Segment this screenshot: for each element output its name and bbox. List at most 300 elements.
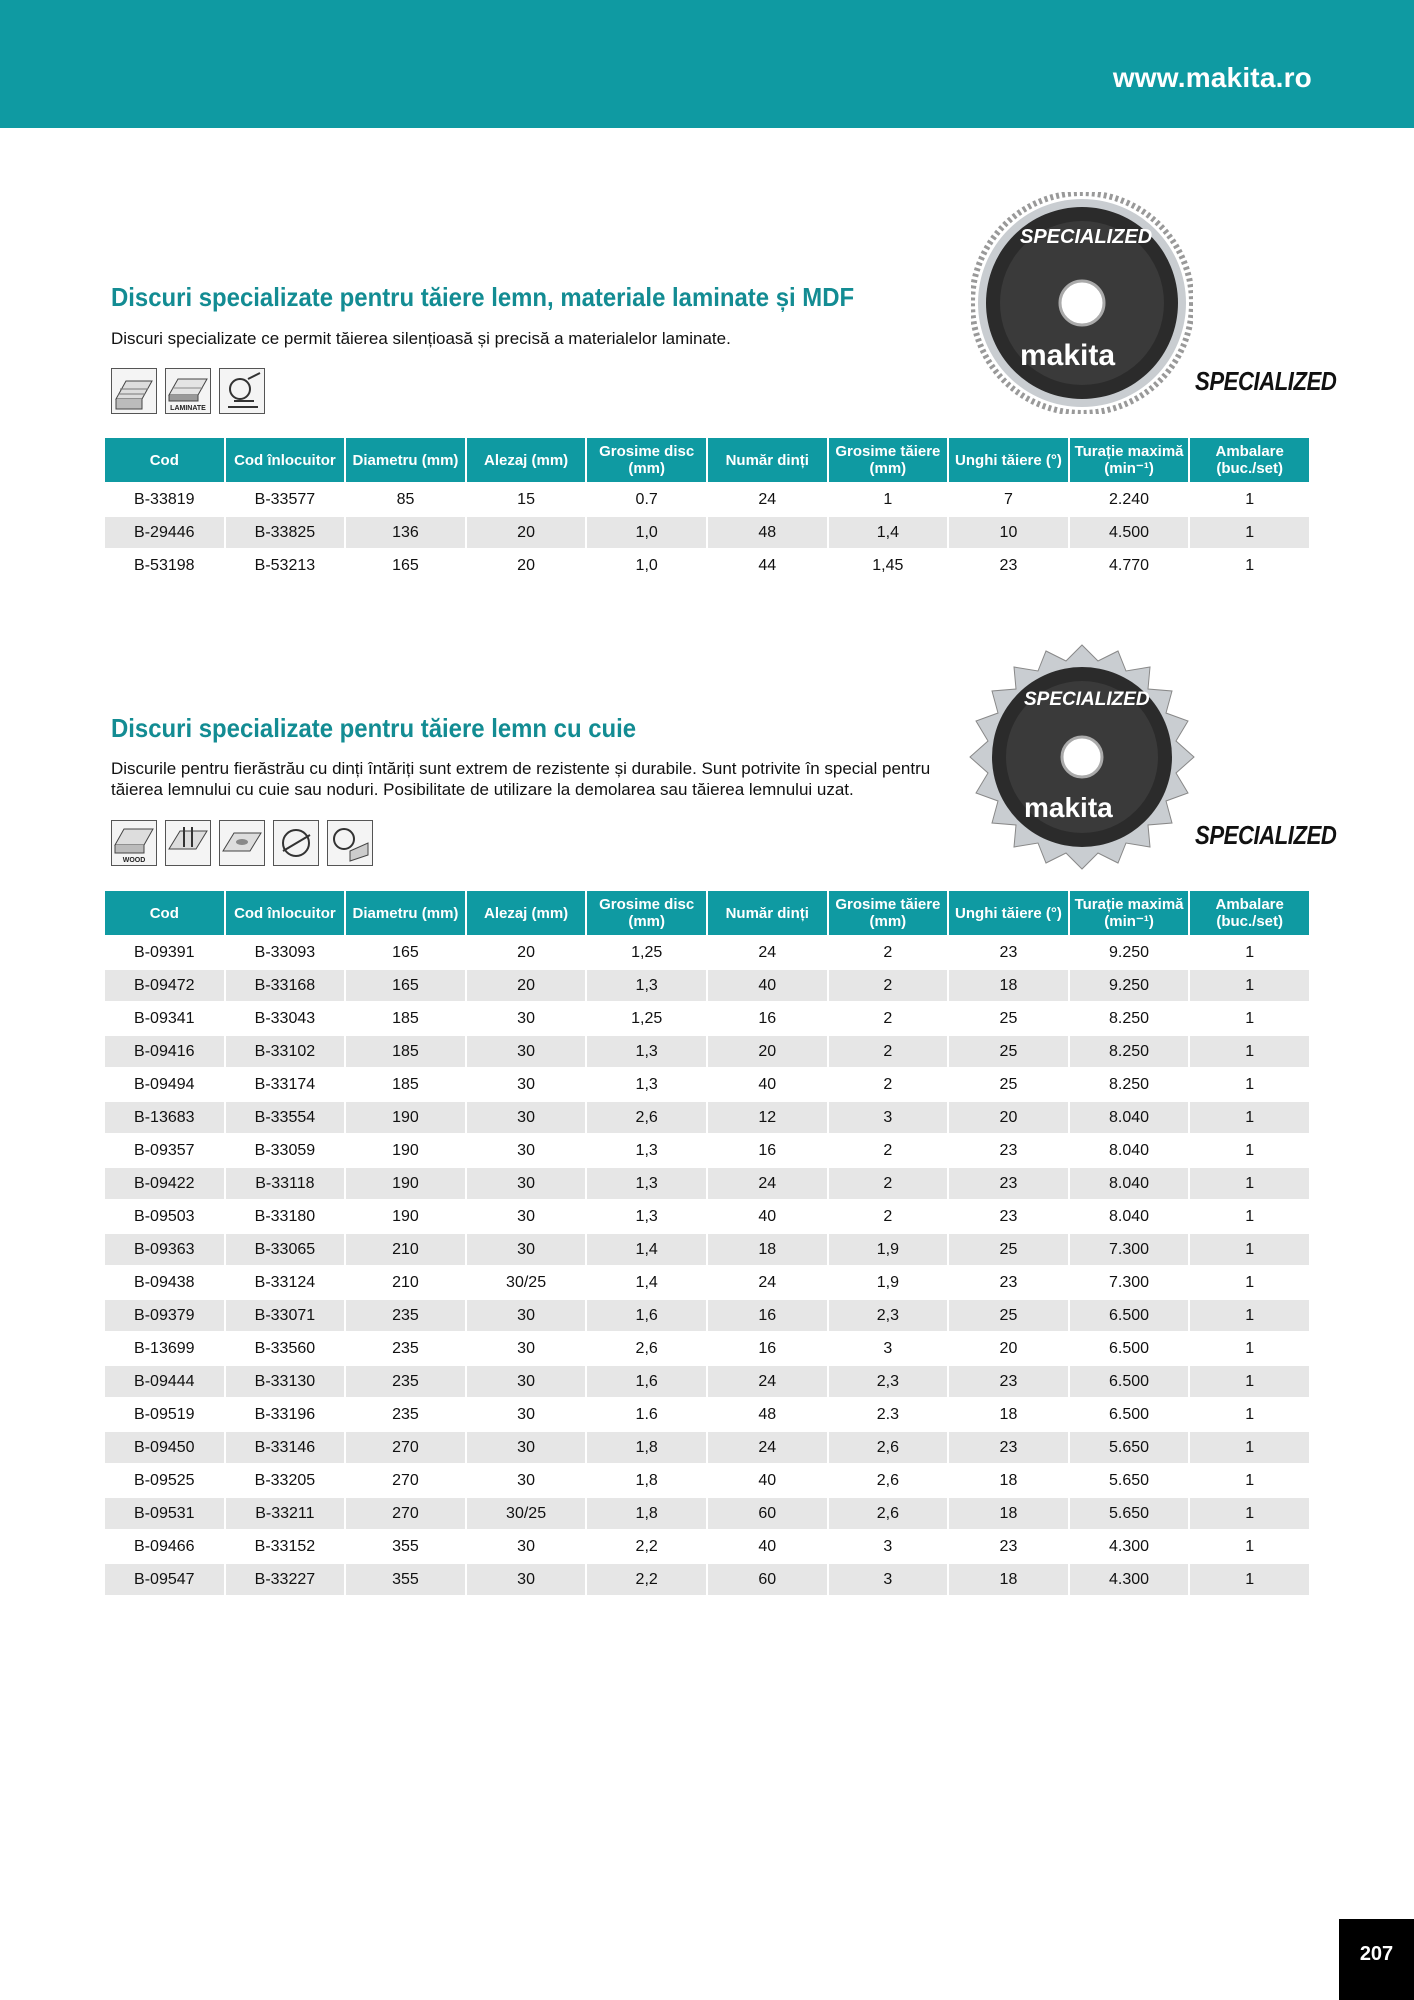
cell-cod-inlocuitor: B-33560 [254, 1339, 316, 1357]
cell-grosime-taiere: 2 [883, 1141, 893, 1159]
cell-turatie: 5.650 [1070, 1432, 1189, 1463]
cell-grosime-disc: 1,6 [587, 1300, 706, 1331]
cell-cod: B-09503 [134, 1207, 195, 1225]
cell-diametru: 136 [346, 517, 465, 548]
nailed-wood-icon [165, 820, 211, 866]
col-cod-inlocuitor: Cod înlocuitor [226, 891, 345, 935]
cell-cod-inlocuitor: B-33152 [254, 1537, 316, 1555]
cell-unghi-taiere: 23 [999, 556, 1018, 574]
cell-numar-dinti: 16 [758, 1141, 777, 1159]
cell-numar-dinti: 18 [708, 1234, 827, 1265]
cell-ambalare: 1 [1245, 1537, 1255, 1555]
col-turatie: Turație maximă (min⁻¹) [1070, 438, 1189, 482]
cell-ambalare: 1 [1190, 1366, 1309, 1397]
cell-diametru: 185 [392, 1075, 419, 1093]
cell-diametru: 355 [392, 1537, 419, 1555]
table-header-row [105, 438, 1309, 482]
cell-alezaj: 30 [517, 1471, 535, 1489]
cell-cod-inlocuitor: B-33043 [254, 1009, 316, 1027]
cell-cod-inlocuitor: B-53213 [254, 556, 316, 574]
cell-grosime-taiere: 2.3 [876, 1405, 899, 1423]
cell-alezaj: 30 [467, 1036, 586, 1067]
cell-turatie: 6.500 [1109, 1405, 1150, 1423]
cell-cod-inlocuitor: B-33180 [254, 1207, 316, 1225]
table-row [105, 484, 1309, 515]
table-row [105, 1465, 1309, 1496]
section-description: Discurile pentru fierăstrău cu dinți întăriți sunt extrem de rezistente și durabile. Sunt potrivite în special pentru tăierea lemnului cu cuie sau noduri. Posibilitate de utilizare la demolarea sau tăierea lemnului uzat. [111, 759, 931, 799]
table-row [105, 970, 1309, 1001]
section-nail-wood [103, 640, 1337, 1620]
cell-ambalare: 1 [1245, 490, 1255, 508]
cell-cod-inlocuitor: B-33093 [254, 943, 316, 961]
cell-cod: B-09357 [134, 1141, 195, 1159]
col-grosime-disc: Grosime disc (mm) [587, 438, 706, 482]
col-grosime-disc: Grosime disc (mm) [587, 891, 706, 935]
cell-grosime-disc: 2,6 [635, 1339, 658, 1357]
product-table-nail-wood [103, 889, 1311, 1597]
cell-unghi-taiere: 18 [999, 1471, 1018, 1489]
cell-ambalare: 1 [1190, 1234, 1309, 1265]
cell-cod-inlocuitor: B-33118 [226, 1168, 345, 1199]
cell-grosime-taiere: 2 [829, 1036, 948, 1067]
cell-grosime-disc: 1,8 [635, 1471, 658, 1489]
cell-cod-inlocuitor: B-33065 [226, 1234, 345, 1265]
cell-numar-dinti: 44 [758, 556, 777, 574]
cell-unghi-taiere: 23 [999, 1207, 1018, 1225]
cell-cod-inlocuitor: B-33577 [254, 490, 316, 508]
cell-grosime-taiere: 3 [883, 1339, 893, 1357]
cell-grosime-disc: 1,3 [635, 1141, 658, 1159]
cell-cod: B-09391 [134, 943, 195, 961]
cell-grosime-disc: 1,3 [635, 1207, 658, 1225]
cell-cod-inlocuitor: B-33825 [226, 517, 345, 548]
cell-ambalare: 1 [1245, 1273, 1255, 1291]
cell-diametru: 190 [346, 1168, 465, 1199]
cell-grosime-taiere: 2 [883, 1009, 893, 1027]
cell-grosime-taiere: 2 [829, 970, 948, 1001]
cell-alezaj: 30 [517, 1405, 535, 1423]
cell-turatie: 4.500 [1070, 517, 1189, 548]
cell-numar-dinti: 40 [758, 1207, 777, 1225]
cell-grosime-taiere: 1 [883, 490, 893, 508]
cell-grosime-disc: 0.7 [635, 490, 658, 508]
cell-cod: B-09547 [105, 1564, 224, 1595]
wood-board-icon [111, 820, 157, 866]
cell-unghi-taiere: 18 [949, 1498, 1068, 1529]
cell-unghi-taiere: 10 [949, 517, 1068, 548]
knotted-wood-icon [219, 820, 265, 866]
cell-ambalare: 1 [1190, 1168, 1309, 1199]
table-row [105, 1102, 1309, 1133]
cell-grosime-disc: 1,3 [587, 1036, 706, 1067]
cell-cod-inlocuitor: B-33196 [254, 1405, 316, 1423]
col-ambalare: Ambalare (buc./set) [1190, 891, 1309, 935]
cell-cod: B-09341 [134, 1009, 195, 1027]
cell-alezaj: 30 [517, 1141, 535, 1159]
cell-alezaj: 30 [517, 1537, 535, 1555]
cell-grosime-taiere: 1,9 [876, 1273, 899, 1291]
table-row [105, 1399, 1309, 1430]
blade-logo-text: makita [1020, 339, 1116, 372]
cell-ambalare: 1 [1190, 1036, 1309, 1067]
cell-grosime-disc: 1,4 [587, 1234, 706, 1265]
cell-grosime-taiere: 2,6 [829, 1432, 948, 1463]
cell-ambalare: 1 [1190, 1102, 1309, 1133]
cell-alezaj: 20 [517, 556, 535, 574]
cell-alezaj: 30 [517, 1207, 535, 1225]
cell-alezaj: 30 [467, 1300, 586, 1331]
cell-unghi-taiere: 25 [949, 1036, 1068, 1067]
table-row [105, 1300, 1309, 1331]
table-row [105, 517, 1309, 548]
cell-diametru: 190 [392, 1141, 419, 1159]
cell-cod: B-09438 [134, 1273, 195, 1291]
specialized-logo: SPECIALIZED [1195, 820, 1337, 850]
cell-numar-dinti: 12 [708, 1102, 827, 1133]
cell-diametru: 185 [392, 1009, 419, 1027]
cell-alezaj: 30 [467, 1432, 586, 1463]
cell-unghi-taiere: 7 [1004, 490, 1013, 508]
cell-diametru: 165 [392, 943, 419, 961]
cell-numar-dinti: 24 [708, 1432, 827, 1463]
cell-diametru: 270 [346, 1498, 465, 1529]
cell-diametru: 235 [346, 1300, 465, 1331]
cell-grosime-disc: 1,25 [631, 1009, 663, 1027]
col-alezaj: Alezaj (mm) [467, 438, 586, 482]
table-row [105, 1432, 1309, 1463]
website-url[interactable]: www.makita.ro [1112, 62, 1312, 93]
cell-turatie: 9.250 [1109, 943, 1150, 961]
cell-cod: B-09422 [105, 1168, 224, 1199]
cell-turatie: 4.300 [1109, 1537, 1150, 1555]
cell-cod: B-53198 [134, 556, 195, 574]
wood-board-icon [111, 368, 157, 414]
table-row [105, 1564, 1309, 1595]
wood-label: WOOD [122, 857, 146, 864]
cell-unghi-taiere: 23 [999, 943, 1018, 961]
cell-grosime-disc: 1,8 [587, 1432, 706, 1463]
saw-blade-image [971, 192, 1193, 414]
section-description: Discuri specializate ce permit tăierea silențioasă și precisă a materialelor laminate. [111, 329, 731, 348]
cell-unghi-taiere: 25 [999, 1009, 1018, 1027]
cell-unghi-taiere: 23 [999, 1141, 1018, 1159]
cell-ambalare: 1 [1190, 970, 1309, 1001]
cell-grosime-taiere: 2 [883, 1075, 893, 1093]
cell-numar-dinti: 20 [708, 1036, 827, 1067]
cell-turatie: 6.500 [1109, 1339, 1150, 1357]
table-row [105, 1531, 1309, 1562]
col-cod: Cod [105, 438, 224, 482]
cell-cod: B-09466 [134, 1537, 195, 1555]
cell-grosime-taiere: 3 [829, 1102, 948, 1133]
cell-alezaj: 30 [467, 1234, 586, 1265]
header-bar [0, 0, 1414, 128]
cell-numar-dinti: 16 [708, 1300, 827, 1331]
blade-logo-text: makita [1024, 792, 1113, 823]
cell-diametru: 235 [346, 1366, 465, 1397]
cell-cod: B-09494 [134, 1075, 195, 1093]
cell-cod-inlocuitor: B-33227 [226, 1564, 345, 1595]
col-numar-dinti: Număr dinți [708, 891, 827, 935]
cell-alezaj: 30 [467, 1564, 586, 1595]
cell-diametru: 355 [346, 1564, 465, 1595]
cell-grosime-taiere: 3 [883, 1537, 893, 1555]
cell-unghi-taiere: 25 [949, 1234, 1068, 1265]
section-laminate [103, 190, 1337, 590]
cell-diametru: 235 [392, 1405, 419, 1423]
cell-alezaj: 30/25 [506, 1273, 547, 1291]
cell-cod: B-09519 [134, 1405, 195, 1423]
cell-ambalare: 1 [1190, 1498, 1309, 1529]
cell-unghi-taiere: 20 [999, 1339, 1018, 1357]
cell-alezaj: 20 [517, 943, 535, 961]
cell-cod: B-09525 [134, 1471, 195, 1489]
cell-alezaj: 30 [517, 1009, 535, 1027]
cell-turatie: 8.040 [1070, 1102, 1189, 1133]
cell-turatie: 8.040 [1109, 1207, 1150, 1225]
table-header-row [105, 891, 1309, 935]
cell-alezaj: 30 [467, 1168, 586, 1199]
application-icons [111, 368, 265, 414]
col-diametru: Diametru (mm) [346, 891, 465, 935]
cell-diametru: 210 [346, 1234, 465, 1265]
cell-cod: B-13699 [134, 1339, 195, 1357]
cell-cod: B-09531 [105, 1498, 224, 1529]
cell-grosime-taiere: 2 [829, 1168, 948, 1199]
cell-diametru: 165 [346, 970, 465, 1001]
cell-ambalare: 1 [1190, 517, 1309, 548]
specialized-logo: SPECIALIZED [1195, 366, 1337, 396]
cell-cod: B-09416 [105, 1036, 224, 1067]
cell-turatie: 5.650 [1109, 1471, 1150, 1489]
cell-numar-dinti: 24 [758, 943, 777, 961]
cell-numar-dinti: 48 [708, 517, 827, 548]
cell-diametru: 85 [396, 490, 415, 508]
cell-diametru: 235 [392, 1339, 419, 1357]
cell-turatie: 8.250 [1109, 1009, 1150, 1027]
cell-numar-dinti: 24 [758, 490, 777, 508]
table-row [105, 937, 1309, 968]
cell-grosime-disc: 1,4 [635, 1273, 658, 1291]
product-table-laminate [103, 436, 1311, 583]
cell-diametru: 185 [346, 1036, 465, 1067]
cell-alezaj: 20 [467, 970, 586, 1001]
cell-ambalare: 1 [1190, 1432, 1309, 1463]
col-cod: Cod [105, 891, 224, 935]
cell-turatie: 6.500 [1070, 1300, 1189, 1331]
cell-unghi-taiere: 18 [949, 1564, 1068, 1595]
cell-unghi-taiere: 23 [949, 1432, 1068, 1463]
cell-cod-inlocuitor: B-33168 [226, 970, 345, 1001]
cell-cod: B-09363 [105, 1234, 224, 1265]
saw-blade-image [969, 644, 1195, 870]
cell-cod: B-13683 [105, 1102, 224, 1133]
cell-numar-dinti: 24 [708, 1168, 827, 1199]
col-turatie: Turație maximă (min⁻¹) [1070, 891, 1189, 935]
col-grosime-taiere: Grosime tăiere (mm) [829, 438, 948, 482]
cell-alezaj: 30/25 [467, 1498, 586, 1529]
cell-diametru: 190 [346, 1102, 465, 1133]
col-cod-inlocuitor: Cod înlocuitor [226, 438, 345, 482]
cell-unghi-taiere: 23 [949, 1366, 1068, 1397]
table-row [105, 1036, 1309, 1067]
cell-cod-inlocuitor: B-33071 [226, 1300, 345, 1331]
circular-saw-icon [273, 820, 319, 866]
cell-unghi-taiere: 18 [949, 970, 1068, 1001]
cell-alezaj: 15 [517, 490, 535, 508]
col-unghi-taiere: Unghi tăiere (°) [949, 891, 1068, 935]
cell-grosime-disc: 1,3 [635, 1075, 658, 1093]
cell-turatie: 7.300 [1070, 1234, 1189, 1265]
cell-grosime-disc: 1,8 [587, 1498, 706, 1529]
cell-grosime-disc: 1,0 [587, 517, 706, 548]
cell-cod-inlocuitor: B-33146 [226, 1432, 345, 1463]
table-row [105, 1234, 1309, 1265]
table-row [105, 550, 1309, 581]
cell-ambalare: 1 [1245, 1339, 1255, 1357]
cell-ambalare: 1 [1245, 1141, 1255, 1159]
cell-ambalare: 1 [1245, 1471, 1255, 1489]
laminate-board-icon [165, 368, 211, 414]
cell-ambalare: 1 [1190, 1300, 1309, 1331]
cell-grosime-taiere: 2 [883, 1207, 893, 1225]
cell-cod-inlocuitor: B-33205 [254, 1471, 316, 1489]
cell-grosime-disc: 1,0 [635, 556, 658, 574]
cell-unghi-taiere: 23 [999, 1273, 1018, 1291]
cell-alezaj: 20 [467, 517, 586, 548]
cell-grosime-disc: 2,2 [635, 1537, 658, 1555]
cell-grosime-taiere: 2,3 [829, 1300, 948, 1331]
cell-diametru: 270 [346, 1432, 465, 1463]
cell-ambalare: 1 [1245, 943, 1255, 961]
cell-turatie: 6.500 [1070, 1366, 1189, 1397]
cell-diametru: 210 [392, 1273, 419, 1291]
blade-brand-text: SPECIALIZED [1020, 226, 1153, 248]
cell-turatie: 4.300 [1070, 1564, 1189, 1595]
cell-grosime-taiere: 2,3 [829, 1366, 948, 1397]
col-unghi-taiere: Unghi tăiere (°) [949, 438, 1068, 482]
cell-cod: B-09444 [105, 1366, 224, 1397]
table-row [105, 1168, 1309, 1199]
cell-numar-dinti: 40 [758, 1537, 777, 1555]
cell-ambalare: 1 [1245, 1075, 1255, 1093]
cell-ambalare: 1 [1190, 1564, 1309, 1595]
demolition-wood-icon [327, 820, 373, 866]
cell-numar-dinti: 16 [758, 1009, 777, 1027]
col-alezaj: Alezaj (mm) [467, 891, 586, 935]
table-row [105, 1069, 1309, 1100]
cell-grosime-taiere: 2,6 [876, 1471, 899, 1489]
cell-cod: B-09379 [105, 1300, 224, 1331]
section-title: Discuri specializate pentru tăiere lemn, materiale laminate și MDF [111, 282, 855, 312]
cell-grosime-disc: 1,25 [631, 943, 663, 961]
table-row [105, 1366, 1309, 1397]
cell-grosime-taiere: 3 [829, 1564, 948, 1595]
section-title: Discuri specializate pentru tăiere lemn cu cuie [111, 713, 637, 743]
cell-turatie: 8.250 [1109, 1075, 1150, 1093]
cell-turatie: 8.250 [1070, 1036, 1189, 1067]
cell-grosime-disc: 1,3 [587, 970, 706, 1001]
cell-ambalare: 1 [1245, 556, 1255, 574]
cell-grosime-disc: 2,2 [587, 1564, 706, 1595]
cell-unghi-taiere: 20 [949, 1102, 1068, 1133]
cell-grosime-disc: 1,3 [587, 1168, 706, 1199]
cell-turatie: 8.040 [1070, 1168, 1189, 1199]
cell-diametru: 270 [392, 1471, 419, 1489]
table-row [105, 1201, 1309, 1232]
cell-cod-inlocuitor: B-33124 [254, 1273, 316, 1291]
cell-cod: B-09450 [105, 1432, 224, 1463]
cell-grosime-taiere: 1,9 [829, 1234, 948, 1265]
cell-turatie: 8.040 [1109, 1141, 1150, 1159]
cell-grosime-disc: 1,6 [587, 1366, 706, 1397]
cell-cod-inlocuitor: B-33102 [226, 1036, 345, 1067]
cell-grosime-taiere: 2 [883, 943, 893, 961]
cell-alezaj: 30 [467, 1102, 586, 1133]
table-row [105, 1135, 1309, 1166]
laminate-label: LAMINATE [170, 405, 206, 412]
cell-grosime-taiere: 2,6 [829, 1498, 948, 1529]
cell-unghi-taiere: 18 [999, 1405, 1018, 1423]
cell-cod-inlocuitor: B-33211 [226, 1498, 345, 1529]
table-row [105, 1498, 1309, 1529]
page-number: 207 [1339, 1919, 1414, 2000]
cell-cod: B-29446 [105, 517, 224, 548]
cell-numar-dinti: 48 [758, 1405, 777, 1423]
cell-ambalare: 1 [1245, 1009, 1255, 1027]
cell-numar-dinti: 60 [708, 1564, 827, 1595]
cell-grosime-taiere: 1,45 [872, 556, 904, 574]
miter-saw-icon [219, 368, 265, 414]
cell-unghi-taiere: 23 [949, 1168, 1068, 1199]
cell-numar-dinti: 40 [758, 1471, 777, 1489]
cell-alezaj: 30 [517, 1075, 535, 1093]
col-numar-dinti: Număr dinți [708, 438, 827, 482]
cell-numar-dinti: 16 [758, 1339, 777, 1357]
cell-ambalare: 1 [1245, 1207, 1255, 1225]
col-ambalare: Ambalare (buc./set) [1190, 438, 1309, 482]
col-diametru: Diametru (mm) [346, 438, 465, 482]
cell-numar-dinti: 40 [708, 970, 827, 1001]
application-icons [111, 820, 373, 866]
cell-turatie: 5.650 [1070, 1498, 1189, 1529]
table-row [105, 1267, 1309, 1298]
cell-alezaj: 30 [467, 1366, 586, 1397]
cell-turatie: 2.240 [1109, 490, 1150, 508]
table-row [105, 1003, 1309, 1034]
cell-alezaj: 30 [517, 1339, 535, 1357]
cell-cod: B-09472 [105, 970, 224, 1001]
cell-cod: B-33819 [134, 490, 195, 508]
cell-unghi-taiere: 25 [999, 1075, 1018, 1093]
cell-grosime-disc: 1.6 [635, 1405, 658, 1423]
cell-grosime-taiere: 1,4 [829, 517, 948, 548]
cell-unghi-taiere: 25 [949, 1300, 1068, 1331]
cell-diametru: 165 [392, 556, 419, 574]
table-row [105, 1333, 1309, 1364]
cell-cod-inlocuitor: B-33174 [254, 1075, 316, 1093]
cell-cod-inlocuitor: B-33059 [254, 1141, 316, 1159]
col-grosime-taiere: Grosime tăiere (mm) [829, 891, 948, 935]
cell-turatie: 7.300 [1109, 1273, 1150, 1291]
cell-numar-dinti: 60 [708, 1498, 827, 1529]
cell-ambalare: 1 [1245, 1405, 1255, 1423]
cell-unghi-taiere: 23 [999, 1537, 1018, 1555]
cell-cod-inlocuitor: B-33130 [226, 1366, 345, 1397]
cell-numar-dinti: 24 [708, 1366, 827, 1397]
cell-numar-dinti: 24 [758, 1273, 777, 1291]
cell-numar-dinti: 40 [758, 1075, 777, 1093]
